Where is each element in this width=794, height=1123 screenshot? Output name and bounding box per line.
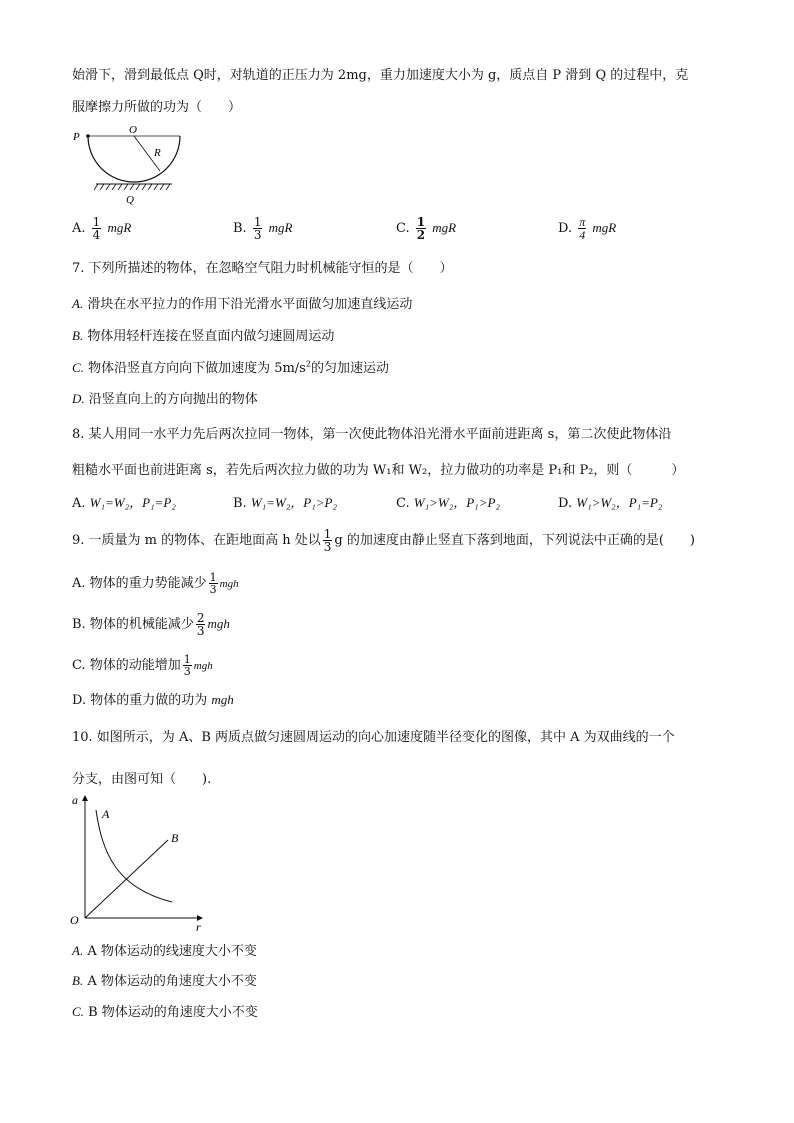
option-text: 沿竖直向上的方向抛出的物体 bbox=[88, 392, 258, 407]
stem-text: 9. 一质量为 m 的物体、在距地面高 h 处以 bbox=[72, 533, 321, 548]
q7-option-a[interactable] bbox=[72, 294, 412, 315]
option-tail: mgh bbox=[193, 660, 213, 672]
fraction bbox=[196, 612, 206, 637]
q7-option-b[interactable] bbox=[72, 326, 334, 347]
q9-option-d[interactable] bbox=[72, 690, 234, 711]
numerator: π bbox=[579, 215, 586, 229]
q6-stem-line2: 服摩擦力所做的功为（ ） bbox=[72, 100, 242, 115]
superscript: 2 bbox=[305, 359, 311, 369]
q6-label-r: R bbox=[154, 147, 161, 159]
fraction bbox=[209, 572, 218, 595]
option-letter: D. bbox=[72, 391, 85, 406]
option-letter: A. bbox=[72, 943, 84, 958]
q8-option-c[interactable] bbox=[396, 493, 500, 514]
option-text: B. 物体的机械能减少 bbox=[72, 617, 194, 632]
option-tail: mgh bbox=[211, 692, 234, 707]
denominator: 4 bbox=[579, 228, 586, 242]
denominator: 4 bbox=[92, 228, 101, 242]
q7-stem: 7. 下列所描述的物体，在忽略空气阻力时机械能守恒的是（ ） bbox=[72, 261, 453, 276]
q7-option-d[interactable] bbox=[72, 389, 258, 410]
q6-track-figure bbox=[72, 126, 182, 206]
option-text: W₁=W₂，P₁=P₂ bbox=[89, 495, 176, 510]
q8-option-a[interactable] bbox=[72, 493, 176, 514]
option-letter: C. bbox=[396, 221, 410, 236]
option-letter: B. bbox=[233, 496, 247, 511]
q6-label-q: Q bbox=[126, 194, 134, 206]
option-text: C. 物体的动能增加 bbox=[72, 658, 181, 673]
curve-a-label: A bbox=[102, 807, 110, 821]
option-text: W₁>W₂，P₁=P₂ bbox=[576, 495, 663, 510]
option-text: A 物体运动的线速度大小不变 bbox=[87, 944, 257, 959]
q6-label-p: P bbox=[73, 131, 80, 143]
option-tail: mgh bbox=[207, 616, 230, 631]
option-text: A 物体运动的角速度大小不变 bbox=[87, 974, 257, 989]
q9-stem bbox=[72, 528, 695, 553]
denominator: 3 bbox=[323, 540, 332, 554]
stem-text-end: g 的加速度由静止竖直下落到地面，下列说法中正确的是( ) bbox=[334, 533, 696, 548]
q9-option-c[interactable] bbox=[72, 654, 213, 677]
origin-label: O bbox=[70, 913, 79, 927]
q8-option-d[interactable] bbox=[558, 493, 662, 514]
option-text: B 物体运动的角速度大小不变 bbox=[88, 1005, 258, 1020]
denominator: 2 bbox=[416, 228, 426, 242]
fraction bbox=[253, 216, 263, 241]
numerator: 1 bbox=[209, 571, 217, 584]
option-text: W₁>W₂，P₁>P₂ bbox=[413, 495, 500, 510]
fraction bbox=[323, 528, 333, 553]
q8-stem-line1: 8. 某人用同一水平力先后两次拉同一物体，第一次使此物体沿光滑水平面前进距离 s，第二次使此物体沿 bbox=[72, 427, 672, 442]
option-letter: C. bbox=[72, 360, 84, 375]
q10-graph bbox=[68, 790, 213, 935]
denominator: 3 bbox=[253, 228, 262, 242]
option-text-end: 的匀加速运动 bbox=[310, 361, 389, 376]
option-text: D. 物体的重力做的功为 bbox=[72, 693, 212, 708]
x-axis-label: r bbox=[196, 920, 201, 934]
option-letter: D. bbox=[558, 221, 573, 236]
q10-option-a[interactable] bbox=[72, 941, 257, 962]
option-letter: B. bbox=[72, 328, 84, 343]
numerator: 1 bbox=[253, 215, 262, 229]
option-tail: mgh bbox=[219, 578, 239, 590]
option-tail: mgR bbox=[107, 220, 132, 235]
option-letter: A. bbox=[72, 296, 84, 311]
option-tail: mgR bbox=[432, 220, 457, 235]
numerator: 1 bbox=[323, 527, 332, 541]
numerator: 1 bbox=[183, 653, 191, 666]
numerator: 1 bbox=[92, 215, 101, 229]
option-letter: A. bbox=[72, 221, 86, 236]
option-letter: D. bbox=[558, 496, 573, 511]
denominator: 3 bbox=[183, 665, 191, 678]
fraction bbox=[578, 216, 586, 241]
line-b-label: B bbox=[171, 831, 179, 845]
line-b bbox=[85, 840, 168, 918]
q6-option-c[interactable] bbox=[396, 216, 456, 241]
denominator: 3 bbox=[209, 583, 217, 596]
fraction bbox=[416, 216, 426, 241]
q9-option-b[interactable] bbox=[72, 612, 230, 637]
option-text: W₁=W₂，P₁>P₂ bbox=[250, 495, 337, 510]
q6-option-b[interactable] bbox=[233, 216, 292, 241]
numerator: 2 bbox=[196, 611, 205, 625]
q6-option-a[interactable] bbox=[72, 216, 131, 241]
q6-stem-line1: 始滑下，滑到最低点 Q时，对轨道的正压力为 2mg，重力加速度大小为 g，质点自 P 滑到 Q 的过程中，克 bbox=[72, 68, 689, 83]
option-text: 物体沿竖直方向向下做加速度为 5m/s bbox=[88, 361, 306, 376]
option-letter: B. bbox=[72, 973, 84, 988]
q7-option-c[interactable] bbox=[72, 358, 389, 379]
q10-option-b[interactable] bbox=[72, 971, 257, 992]
curve-a bbox=[96, 810, 172, 902]
q10-stem-line1: 10. 如图所示，为 A、B 两质点做匀速圆周运动的向心加速度随半径变化的图像，其中 A 为双曲线的一个 bbox=[72, 730, 675, 745]
q6-option-d[interactable] bbox=[558, 216, 616, 241]
q9-option-a[interactable] bbox=[72, 572, 239, 595]
q8-stem-line2: 粗糙水平面也前进距离 s，若先后两次拉力做的功为 W₁和 W₂，拉力做功的功率是 P₁和 P₂，则（ ） bbox=[72, 463, 685, 478]
option-tail: mgR bbox=[592, 220, 617, 235]
option-letter: A. bbox=[72, 496, 86, 511]
fraction bbox=[92, 216, 102, 241]
option-tail: mgR bbox=[268, 220, 293, 235]
q8-option-b[interactable] bbox=[233, 493, 337, 514]
option-text: A. 物体的重力势能减少 bbox=[72, 576, 207, 591]
numerator: 1 bbox=[416, 215, 426, 229]
q10-stem-line2: 分支，由图可知（ ). bbox=[72, 772, 212, 787]
option-letter: C. bbox=[72, 1004, 84, 1019]
option-text: 物体用轻杆连接在竖直面内做匀速圆周运动 bbox=[87, 329, 335, 344]
q10-option-c[interactable] bbox=[72, 1002, 258, 1023]
option-letter: B. bbox=[233, 221, 247, 236]
denominator: 3 bbox=[196, 624, 205, 638]
q6-label-o: O bbox=[129, 126, 137, 136]
fraction bbox=[183, 654, 192, 677]
option-text: 滑块在水平拉力的作用下沿光滑水平面做匀加速直线运动 bbox=[87, 297, 413, 312]
y-axis-label: a bbox=[72, 793, 78, 807]
option-letter: C. bbox=[396, 496, 410, 511]
